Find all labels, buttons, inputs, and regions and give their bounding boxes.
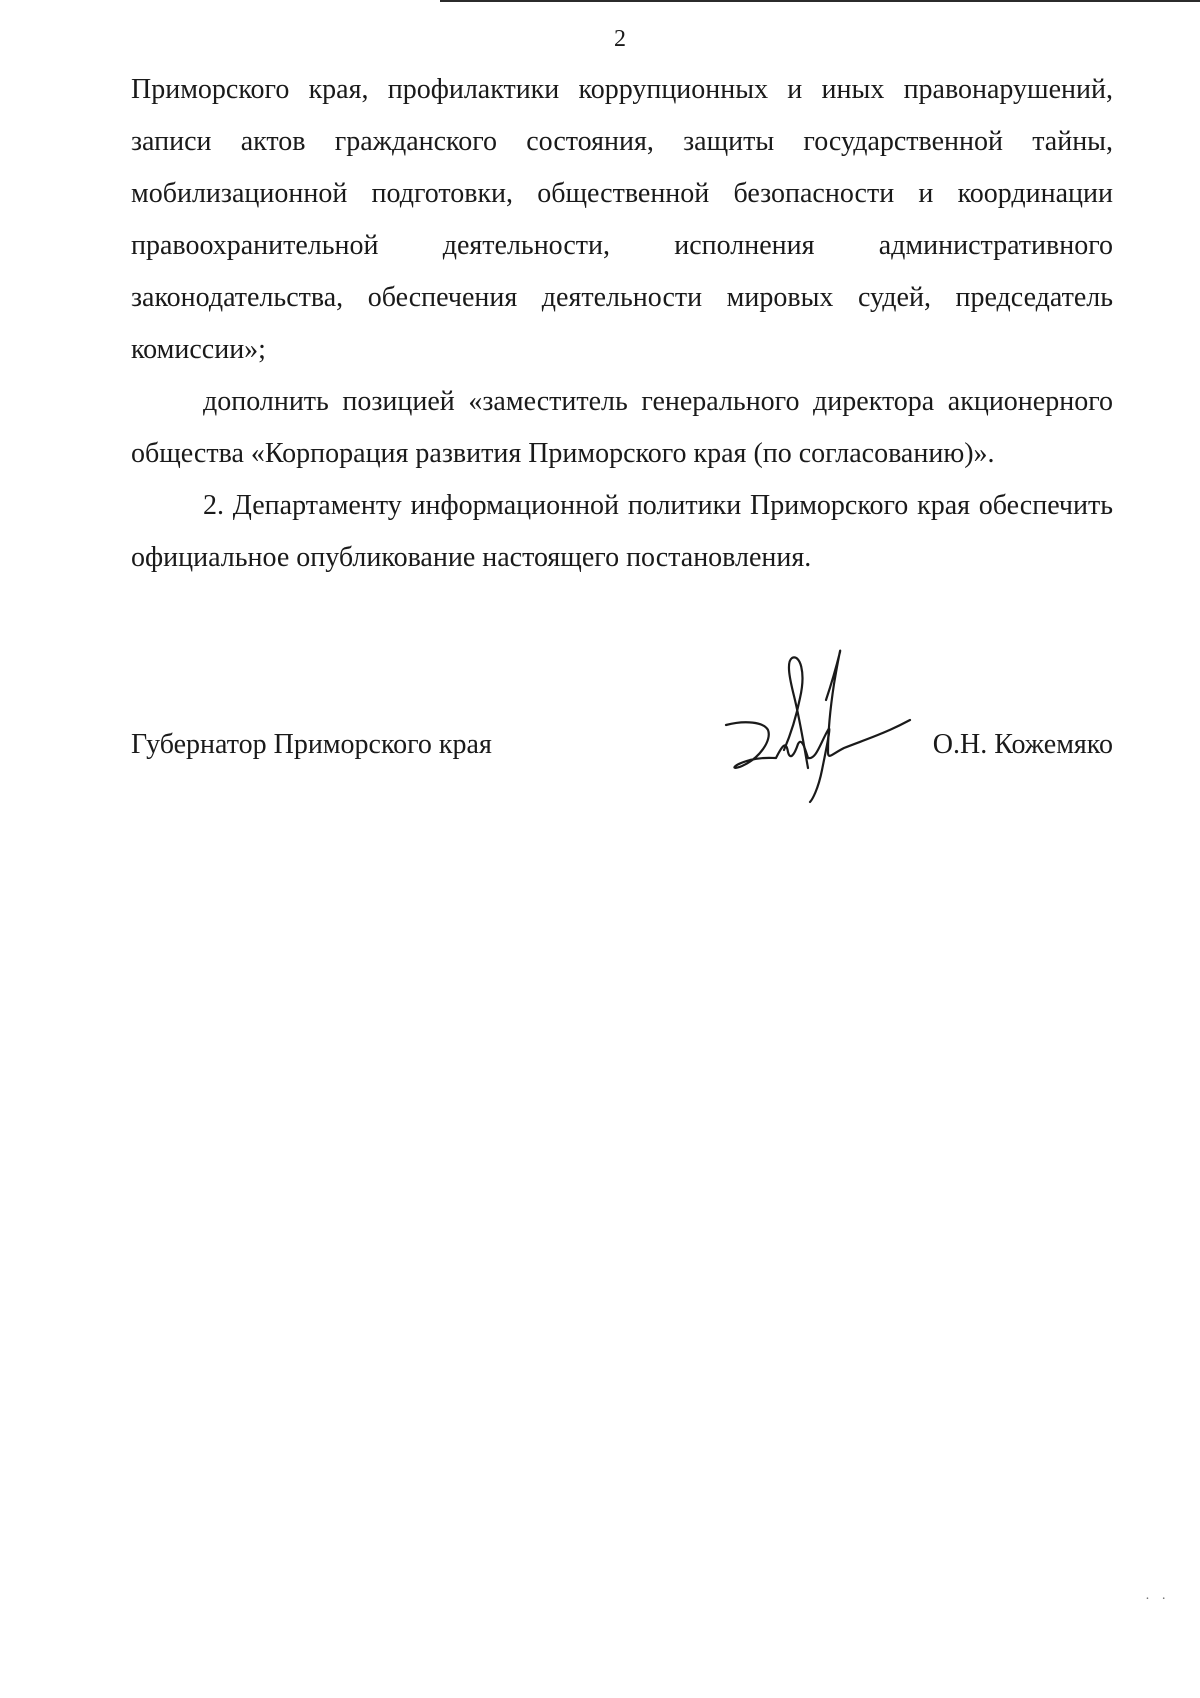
signatory-position: Губернатор Приморского края: [131, 729, 492, 760]
paragraph-item-2: 2. Департаменту информационной политики Приморского края обеспечить официальное опубликование настоящего постановления.: [131, 490, 1113, 573]
paragraph-add-position: дополнить позицией «заместитель генерального директора акционерного общества «Корпорация развития Приморского края (по согласованию)».: [131, 386, 1113, 469]
top-border-line: [440, 0, 1200, 2]
paragraph-continuation: Приморского края, профилактики коррупционных и иных правонарушений, записи актов гражданского состояния, защиты государственной тайны, мобилизационной подготовки, общественной безопасности и координации правоохранительной деятельности, исполнения административного законодательства, обеспечения деятельности мировых судей, председатель комиссии»;: [131, 74, 1113, 365]
signature-block: [131, 720, 1113, 770]
scan-artifact-marks: · ·: [1145, 1592, 1170, 1607]
document-body: [131, 64, 1113, 584]
signatory-name: О.Н. Кожемяко: [932, 729, 1113, 760]
page-number: 2: [614, 26, 626, 52]
